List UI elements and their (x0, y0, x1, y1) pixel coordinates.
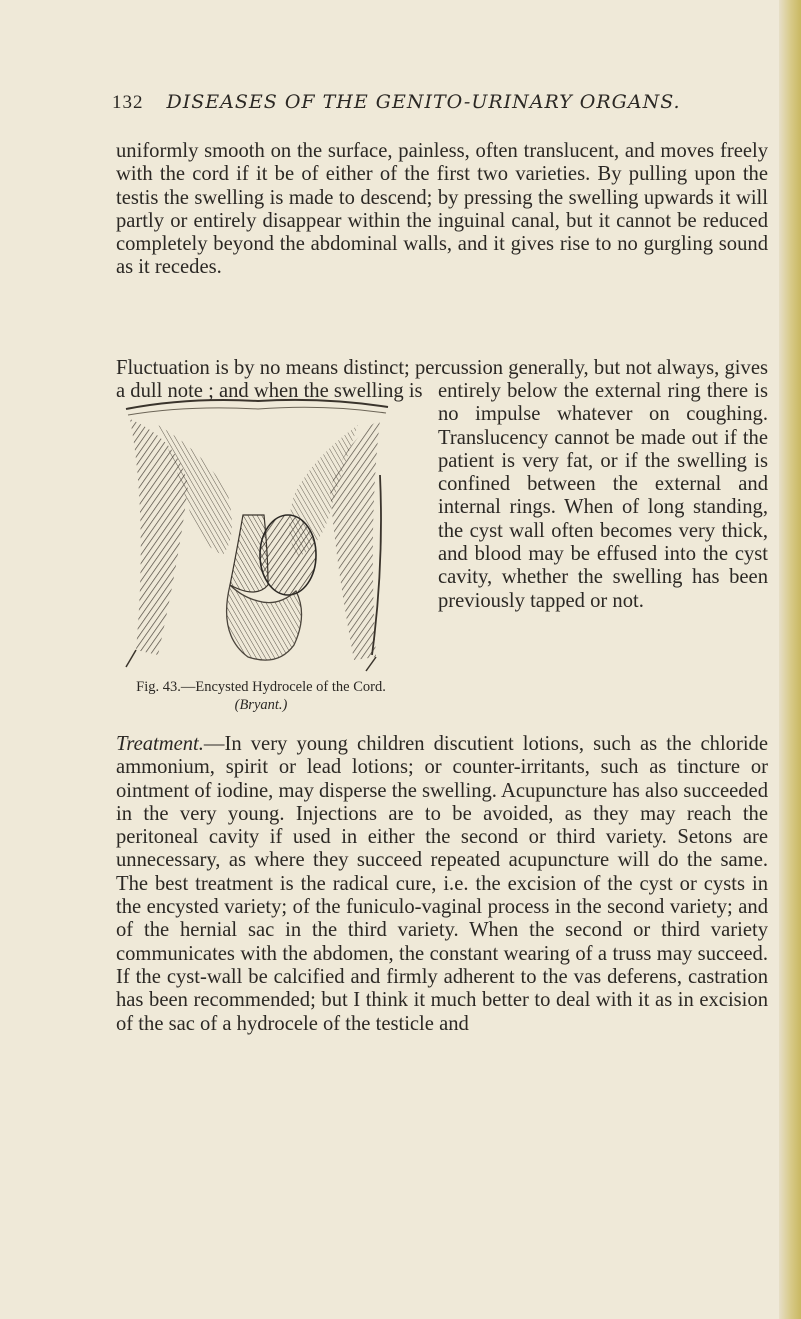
caption-text: Fig. 43.—Encysted Hydrocele of the Cord. (136, 679, 386, 695)
paragraph-2-wrapped: entirely below the external ring there is no impulse whatever on coughing. Translucency cannot be made out if the patient is very fat, or if the swelling is confined between the external and internal rings. When of long standing, the cyst wall often becomes very thick, and blood may be effused into the cyst cavity, whether the swelling has been previously tapped or not. (438, 380, 768, 612)
paragraph-1: uniformly smooth on the surface, painless, often translucent, and moves freely with the cord if it be of either of the first two varieties. By pulling upon the testis the swelling is made to descend; by pressing the swelling upwards it will partly or entirely disappear within the inguinal canal, but it cannot be reduced completely beyond the abdominal walls, and it gives rise to no gurgling sound as it recedes. (116, 140, 768, 279)
treatment-text: —In very young children discutient lotions, such as the chloride ammonium, spirit or lead lotions; or counter-irritants, such as tincture or ointment of iodine, may disperse the swelling. Acupuncture has also succeeded in the very young. Injections are to be avoided, as they may reach the peritoneal cavity if used in either the second or third variety. Setons are unnecessary, as where they succeed repeated acupuncture will do the same. The best treatment is the radical cure, i.e. the excision of the cyst or cysts in the encysted variety; of the funiculo-vaginal process in the second variety; and of the hernial sac in the third variety. When the second or third variety communicates with the abdomen, the constant wearing of a truss may succeed. If the cyst-wall be calcified and firmly adherent to the vas deferens, castration has been recommended; but I think it much better to deal with it as in excision of the sac of a hydrocele of the testicle and (116, 733, 768, 1035)
page-edge (779, 0, 801, 1319)
running-header (112, 91, 712, 114)
paragraph-2-full-width: Fluctuation is by no means distinct; percussion generally, but not always, gives a dull note ; and when the swelling is (116, 357, 768, 403)
running-title: DISEASES OF THE GENITO-URINARY ORGANS. (166, 91, 681, 113)
figure-caption (116, 678, 406, 714)
caption-credit: (Bryant.) (234, 697, 288, 713)
hydrocele-engraving (118, 395, 390, 673)
paragraph-3 (116, 733, 768, 1036)
page-number: 132 (112, 92, 144, 113)
treatment-heading: Treatment. (116, 733, 204, 755)
figure-illustration (116, 395, 392, 675)
